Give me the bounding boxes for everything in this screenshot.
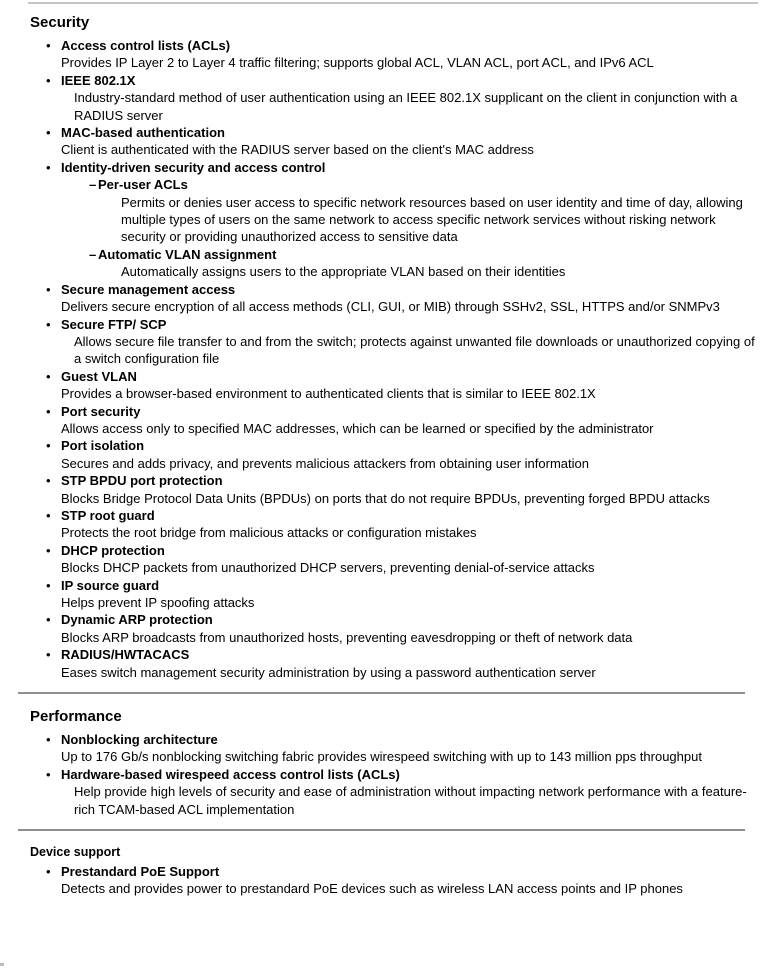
- bullet-icon: •: [46, 542, 51, 558]
- feature-description: Blocks ARP broadcasts from unauthorized hosts, preventing eavesdropping or theft of network data: [61, 629, 633, 645]
- feature-term-label: Prestandard PoE Support: [61, 864, 220, 880]
- section-title-device-support: Device support: [30, 845, 121, 860]
- feature-term-access-control-lists-acls: [30, 37, 763, 54]
- bullet-icon: •: [46, 864, 51, 880]
- subfeature-term-label: Per-user ACLs: [98, 177, 188, 193]
- feature-term-label: IP source guard: [61, 577, 160, 593]
- feature-term-label: STP BPDU port protection: [61, 473, 223, 489]
- feature-term-label: IEEE 802.1X: [61, 72, 136, 88]
- bullet-icon: •: [46, 577, 51, 593]
- feature-description: Industry-standard method of user authentication using an IEEE 802.1X supplicant on the client in conjunction with a RADIUS server: [74, 90, 738, 123]
- dash-icon: –: [89, 246, 97, 262]
- bullet-icon: •: [46, 732, 51, 748]
- feature-term-label: Identity-driven security and access control: [61, 159, 326, 175]
- feature-description: Eases switch management security administration by using a password authentication server: [61, 664, 596, 680]
- section-security: [30, 13, 763, 681]
- feature-term-label: MAC-based authentication: [61, 125, 225, 141]
- subfeature-term-per-user-acls: [30, 176, 763, 193]
- bullet-icon: •: [46, 612, 51, 628]
- feature-description: Help provide high levels of security and ease of administration without impacting network performance with a feature-rich TCAM-based ACL implementation: [74, 784, 747, 817]
- feature-list: [30, 731, 763, 818]
- section-divider: [18, 692, 745, 694]
- subfeature-description: Permits or denies user access to specific network resources based on user identity and time of day, allowing multiple types of users on the same network to access specific network services without risking network security or providing unauthorized access to sensitive data: [121, 194, 743, 245]
- feature-term-label: Guest VLAN: [61, 368, 137, 384]
- bullet-icon: •: [46, 368, 51, 384]
- bullet-icon: •: [46, 316, 51, 332]
- subfeature-description: Automatically assigns users to the appropriate VLAN based on their identities: [121, 264, 566, 280]
- feature-term-ieee-802-1x: [30, 72, 763, 89]
- dash-icon: –: [89, 177, 97, 193]
- feature-description: Provides IP Layer 2 to Layer 4 traffic filtering; supports global ACL, VLAN ACL, port ACL, and IPv6 ACL: [61, 55, 654, 71]
- feature-term-port-isolation: [30, 437, 763, 454]
- bullet-icon: •: [46, 507, 51, 523]
- feature-description: Allows access only to specified MAC addresses, which can be learned or specified by the administrator: [61, 420, 654, 436]
- feature-term-dynamic-arp-protection: [30, 611, 763, 628]
- feature-term-hardware-based-wirespeed-access-control-lists-acls: [30, 766, 763, 783]
- section-title-performance: Performance: [30, 708, 122, 726]
- feature-description: Allows secure file transfer to and from the switch; protects against unwanted file downloads or unauthorized copying of a switch configuration file: [74, 333, 755, 367]
- feature-term-label: Secure FTP/ SCP: [61, 316, 167, 332]
- section-divider: [18, 829, 745, 831]
- feature-description: Blocks DHCP packets from unauthorized DHCP servers, preventing denial-of-service attacks: [61, 560, 595, 576]
- feature-term-port-security: [30, 403, 763, 420]
- section-title-security: Security: [30, 14, 90, 31]
- subfeature-term-label: Automatic VLAN assignment: [98, 246, 277, 262]
- feature-term-secure-ftp-scp: [30, 316, 763, 333]
- feature-description: Up to 176 Gb/s nonblocking switching fabric provides wirespeed switching with up to 143 million pps throughput: [61, 749, 702, 765]
- feature-term-label: Dynamic ARP protection: [61, 612, 213, 628]
- feature-term-label: DHCP protection: [61, 542, 165, 558]
- page-top-rule: [28, 2, 758, 4]
- bullet-icon: •: [46, 281, 51, 297]
- feature-term-nonblocking-architecture: [30, 731, 763, 748]
- feature-description: Protects the root bridge from malicious attacks or configuration mistakes: [61, 525, 477, 541]
- bullet-icon: •: [46, 403, 51, 419]
- section-performance: [30, 707, 763, 818]
- feature-term-prestandard-poe-support: [30, 863, 763, 880]
- feature-term-identity-driven-security-and-access-control: [30, 159, 763, 176]
- feature-term-label: Port security: [61, 403, 141, 419]
- bullet-icon: •: [46, 72, 51, 88]
- bullet-icon: •: [46, 159, 51, 175]
- feature-description: Helps prevent IP spoofing attacks: [61, 595, 255, 610]
- feature-term-label: Nonblocking architecture: [61, 732, 218, 748]
- feature-term-label: Secure management access: [61, 281, 236, 297]
- feature-description: Detects and provides power to prestandard PoE devices such as wireless LAN access points and IP phones: [61, 881, 683, 897]
- feature-description: Client is authenticated with the RADIUS server based on the client's MAC address: [61, 142, 534, 158]
- feature-term-dhcp-protection: [30, 542, 763, 559]
- feature-term-label: Access control lists (ACLs): [61, 38, 231, 53]
- bullet-icon: •: [46, 438, 51, 454]
- feature-list: [30, 863, 763, 898]
- feature-list: [30, 37, 763, 681]
- feature-term-secure-management-access: [30, 281, 763, 298]
- feature-term-stp-bpdu-port-protection: [30, 472, 763, 489]
- page-edge-artifact: [0, 963, 4, 966]
- feature-description: Provides a browser-based environment to authenticated clients that is similar to IEEE 802.1X: [61, 386, 596, 402]
- feature-term-label: RADIUS/HWTACACS: [61, 647, 190, 663]
- feature-term-mac-based-authentication: [30, 124, 763, 141]
- section-device-support: [30, 844, 763, 898]
- feature-term-label: Hardware-based wirespeed access control lists (ACLs): [61, 766, 400, 782]
- feature-description: Blocks Bridge Protocol Data Units (BPDUs) on ports that do not require BPDUs, preventing forged BPDU attacks: [61, 490, 710, 506]
- feature-description: Delivers secure encryption of all access methods (CLI, GUI, or MIB) through SSHv2, SSL, HTTPS and/or SNMPv3: [61, 299, 720, 315]
- bullet-icon: •: [46, 647, 51, 663]
- bullet-icon: •: [46, 473, 51, 489]
- bullet-icon: •: [46, 766, 51, 782]
- feature-description: Secures and adds privacy, and prevents malicious attackers from obtaining user information: [61, 455, 589, 471]
- feature-term-label: STP root guard: [61, 507, 155, 523]
- feature-term-label: Port isolation: [61, 438, 145, 454]
- subfeature-term-automatic-vlan-assignment: [30, 246, 763, 263]
- feature-term-radius-hwtacacs: [30, 646, 763, 663]
- bullet-icon: •: [46, 125, 51, 141]
- feature-term-guest-vlan: [30, 368, 763, 385]
- feature-term-stp-root-guard: [30, 507, 763, 524]
- bullet-icon: •: [46, 38, 51, 53]
- feature-term-ip-source-guard: [30, 577, 763, 594]
